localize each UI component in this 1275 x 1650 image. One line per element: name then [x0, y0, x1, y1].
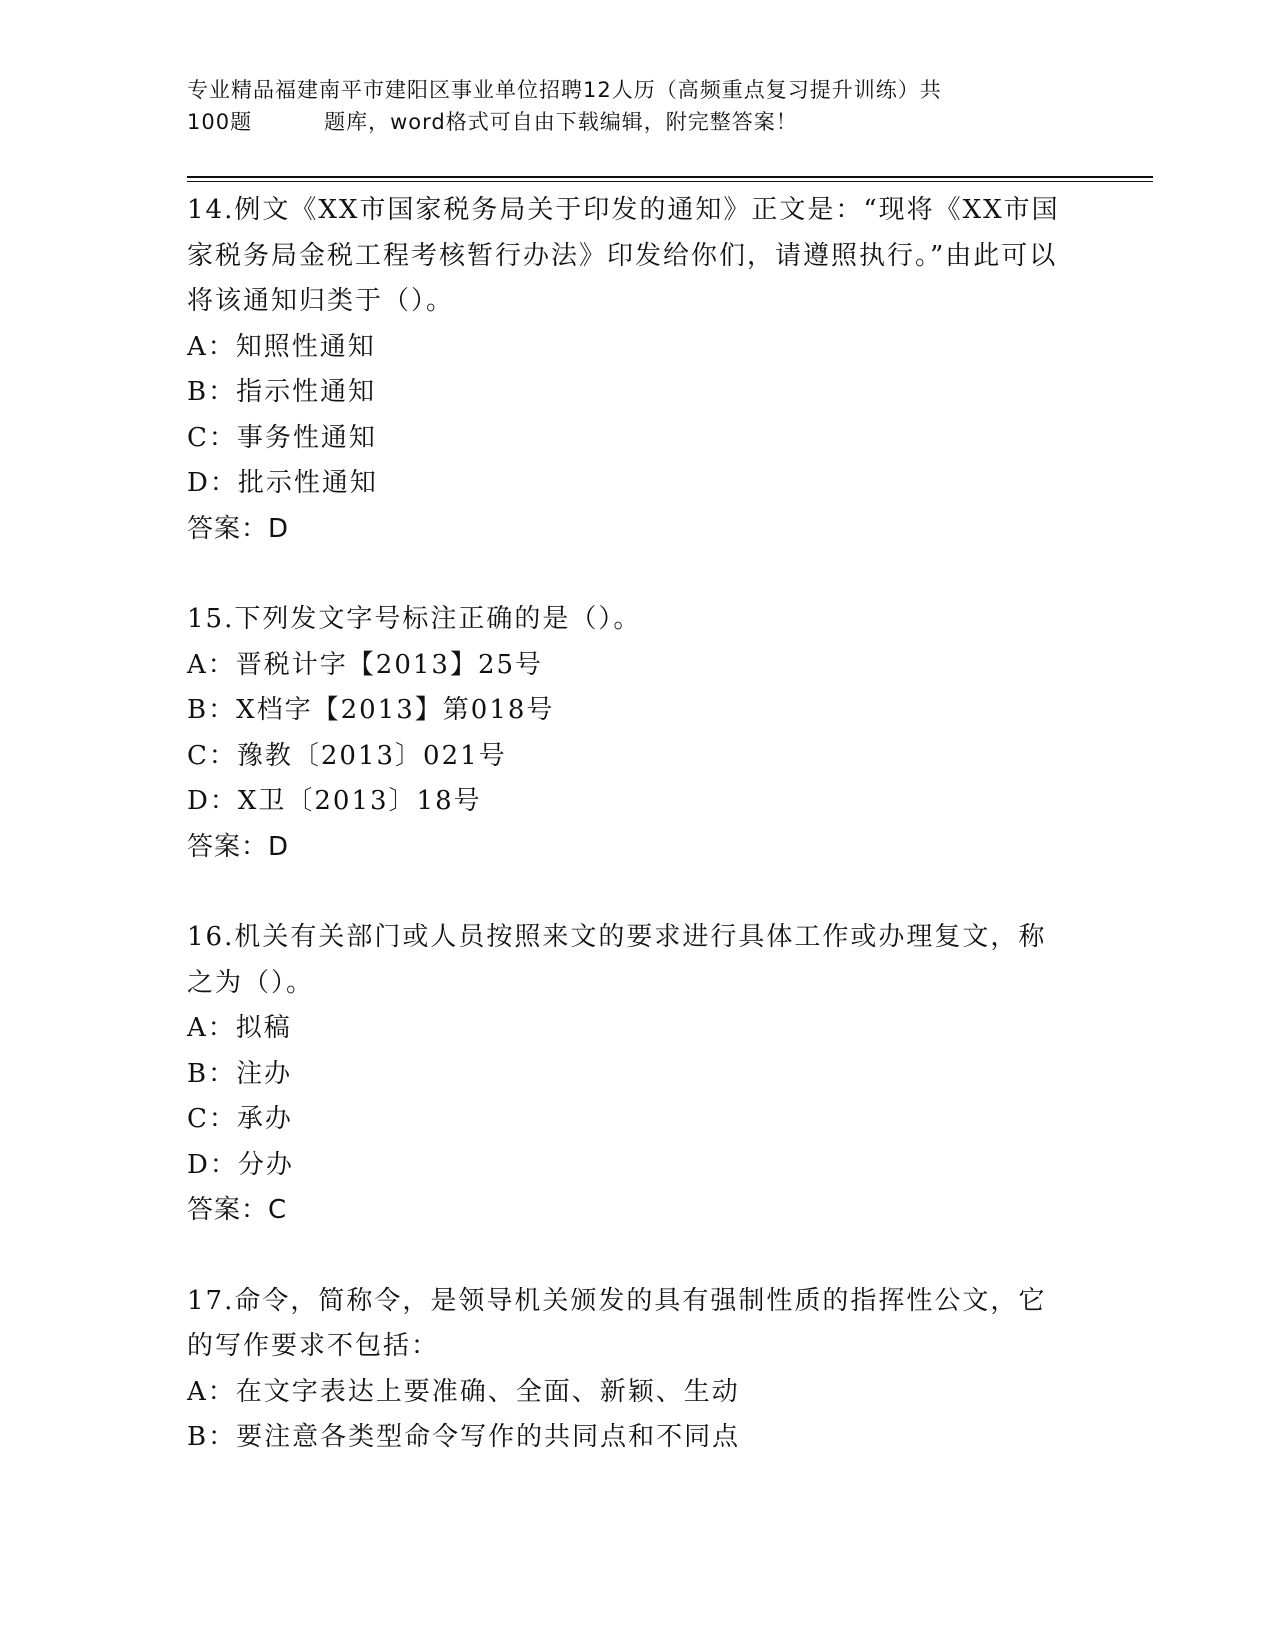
answer-line: 答案：C	[187, 1195, 288, 1225]
answer-line: 答案：D	[187, 513, 290, 544]
option-a: A：拟稿	[187, 1013, 292, 1043]
header-subtitle-line	[187, 106, 1087, 138]
question-16	[187, 915, 1067, 1234]
option-c: C：豫教〔2013〕021号	[187, 740, 507, 771]
option-d: D：X卫〔2013〕18号	[187, 786, 482, 816]
header-title-line: 专业精品福建南平市建阳区事业单位招聘12人历（高频重点复习提升训练）共	[187, 78, 942, 102]
header-divider-thin	[187, 181, 1153, 182]
option-c: C：承办	[187, 1104, 293, 1134]
question-text: 16.机关有关部门或人员按照来文的要求进行具体工作或办理复文，称之为（）。	[187, 922, 1047, 998]
question-17	[187, 1279, 1067, 1461]
header-description: 题库，word格式可自由下载编辑，附完整答案！	[324, 110, 798, 134]
answer-line: 答案：D	[187, 831, 290, 862]
option-b: B：指示性通知	[187, 377, 377, 407]
option-b: B：注办	[187, 1058, 293, 1089]
option-d: D：批示性通知	[187, 468, 378, 498]
header-divider-thick	[187, 176, 1153, 178]
option-a: A：晋税计字【2013】25号	[187, 649, 544, 680]
document-header	[187, 74, 1087, 138]
option-a: A：在文字表达上要准确、全面、新颖、生动	[187, 1376, 740, 1407]
option-b: B：要注意各类型命令写作的共同点和不同点	[187, 1422, 741, 1452]
question-text: 15.下列发文字号标注正确的是（）。	[187, 604, 642, 634]
question-15	[187, 597, 1067, 870]
question-14	[187, 188, 1067, 552]
question-list	[187, 188, 1067, 1461]
question-text: 17.命令，简称令，是领导机关颁发的具有强制性质的指挥性公文，它的写作要求不包括：	[187, 1285, 1047, 1361]
header-count: 100题	[187, 110, 253, 134]
option-c: C：事务性通知	[187, 422, 377, 453]
option-a: A：知照性通知	[187, 331, 376, 362]
option-d: D：分办	[187, 1149, 294, 1180]
question-text: 14.例文《XX市国家税务局关于印发的通知》正文是：“现将《XX市国家税务局金税工程考核暂行办法》印发给你们，请遵照执行。”由此可以将该通知归类于（）。	[187, 195, 1060, 316]
option-b: B：X档字【2013】第018号	[187, 695, 555, 725]
